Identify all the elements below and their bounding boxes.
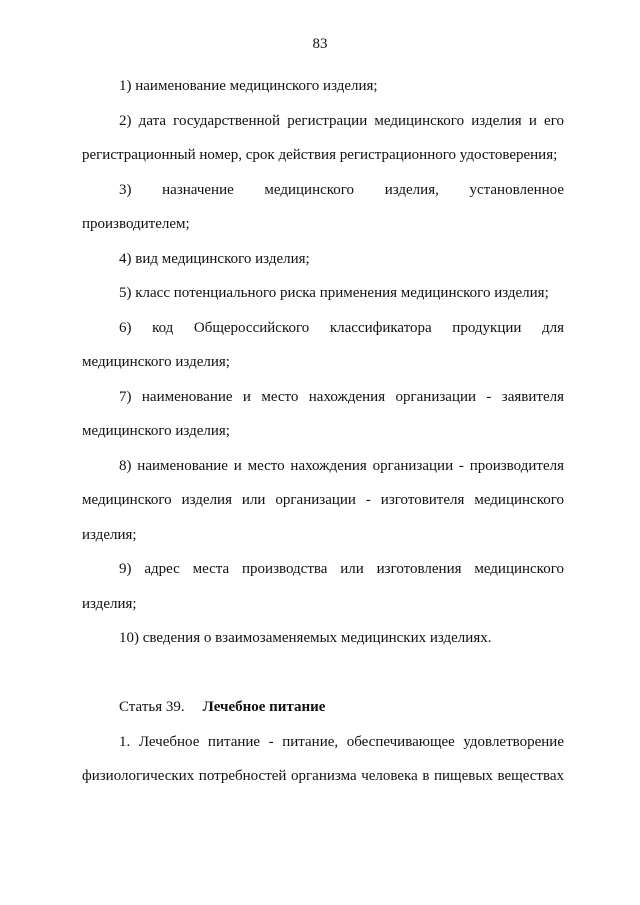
article-label: Статья 39. <box>119 699 185 715</box>
list-item: 5) класс потенциального риска применения медицинского изделия; <box>119 285 549 301</box>
list-item: 2) дата государственной регистрации медицинского изделия и его регистрационный номер, срок действия регистрационного удостоверения; <box>82 112 564 163</box>
list-item: 4) вид медицинского изделия; <box>119 250 310 267</box>
document-body <box>82 69 564 794</box>
article-paragraph: 1. Лечебное питание - питание, обеспечивающее удовлетворение физиологических потребностей организма человека в пищевых веществах <box>82 733 564 784</box>
list-item: 7) наименование и место нахождения организации - заявителя медицинского изделия; <box>82 388 564 439</box>
list-item: 1) наименование медицинского изделия; <box>119 78 378 94</box>
list-item: 10) сведения о взаимозаменяемых медицинских изделиях. <box>119 630 492 646</box>
article-title: Лечебное питание <box>202 699 326 715</box>
list-item: 6) код Общероссийского классификатора продукции для медицинского изделия; <box>82 319 564 370</box>
page-number: 83 <box>312 36 328 52</box>
list-item: 8) наименование и место нахождения организации - производителя медицинского изделия или организации - изготовителя медицинского изделия; <box>82 457 564 543</box>
article-heading <box>82 690 564 725</box>
list-item: 3) назначение медицинского изделия, установленное производителем; <box>82 181 564 232</box>
list-item: 9) адрес места производства или изготовления медицинского изделия; <box>82 561 564 612</box>
